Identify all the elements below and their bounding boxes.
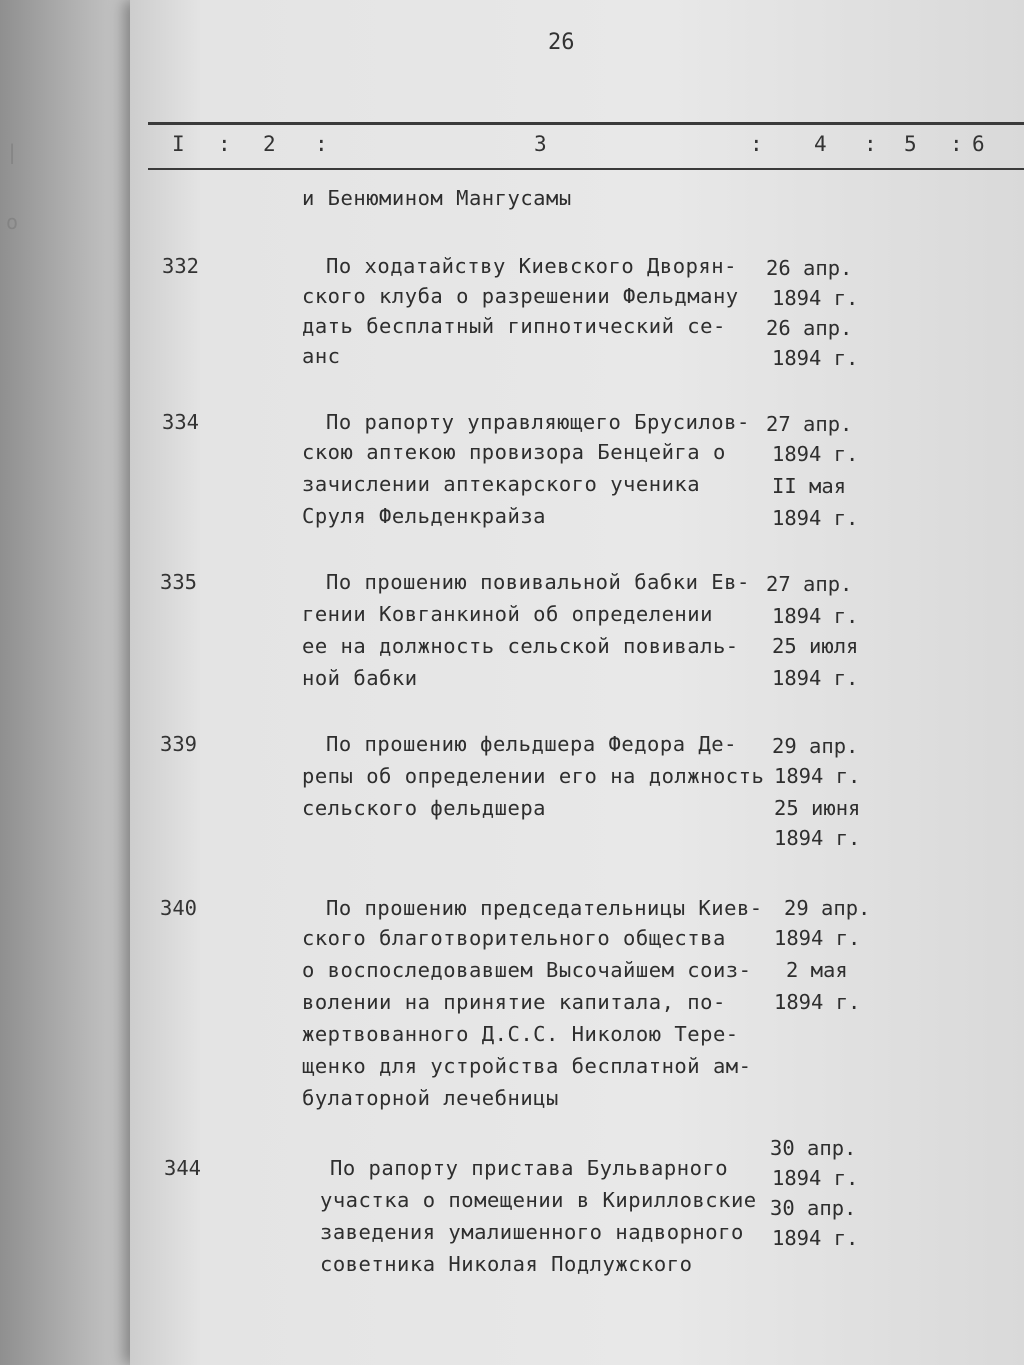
entry-text-line: ее на должность сельской повиваль- (302, 634, 739, 658)
entry-number: 334 (162, 410, 200, 434)
header-col-3: 3 (534, 132, 547, 156)
left-page-edge: | о (0, 0, 150, 1365)
entry-text-line: о воспоследовавшем Высочайшем соиз- (302, 958, 752, 982)
entry-date: 1894 г. (772, 442, 859, 466)
entry-text-line: участка о помещении в Кирилловские (320, 1188, 757, 1212)
entry-text-line: По рапорту управляющего Брусилов- (326, 410, 750, 434)
entry-date: 1894 г. (772, 286, 859, 310)
header-sep-2: : (315, 132, 328, 156)
entry-text-line: По прошению повивальной бабки Ев- (326, 570, 750, 594)
entry-date: 1894 г. (772, 666, 859, 690)
entry-number: 339 (160, 732, 198, 756)
header-col-2: 2 (263, 132, 276, 156)
header-sep-5: : (950, 132, 963, 156)
entry-date: 29 апр. (784, 896, 871, 920)
header-col-4: 4 (814, 132, 827, 156)
entry-date: II мая (772, 474, 847, 498)
header-sep-4: : (864, 132, 877, 156)
entry-text-line: По ходатайству Киевского Дворян- (326, 254, 737, 278)
header-col-6: 6 (972, 132, 985, 156)
entry-text-line: волении на принятие капитала, по- (302, 990, 726, 1014)
header-col-1: I (172, 132, 185, 156)
entry-text-line: сельского фельдшера (302, 796, 546, 820)
entry-date: 30 апр. (770, 1136, 857, 1160)
header-top-rule (148, 122, 1024, 125)
entry-text-line: Сруля Фельденкрайза (302, 504, 546, 528)
entry-text-line: жертвованного Д.С.С. Николою Тере- (302, 1022, 739, 1046)
document-page (130, 0, 1024, 1365)
entry-date: 26 апр. (766, 256, 853, 280)
entry-text-line: советника Николая Подлужского (320, 1252, 693, 1276)
entry-date: 1894 г. (772, 604, 859, 628)
entry-text-line: зачислении аптекарского ученика (302, 472, 701, 496)
entry-date: 27 апр. (766, 572, 853, 596)
entry-date: 1894 г. (772, 346, 859, 370)
entry-date: 1894 г. (774, 926, 861, 950)
entry-text-line: ной бабки (302, 666, 418, 690)
entry-date: 29 апр. (772, 734, 859, 758)
entry-date: 27 апр. (766, 412, 853, 436)
entry-number: 340 (160, 896, 198, 920)
continuation-line: и Бенюмином Мангусамы (302, 186, 572, 210)
entry-date: 30 апр. (770, 1196, 857, 1220)
entry-number: 332 (162, 254, 200, 278)
header-col-5: 5 (904, 132, 917, 156)
entry-date: 1894 г. (772, 1226, 859, 1250)
entry-number: 335 (160, 570, 198, 594)
entry-text-line: По рапорту пристава Бульварного (330, 1156, 729, 1180)
entry-date: 25 июля (772, 634, 859, 658)
entry-text-line: ского клуба о разрешении Фельдману (302, 284, 739, 308)
entry-text-line: По прошению фельдшера Федора Де- (326, 732, 737, 756)
entry-date: 1894 г. (774, 826, 861, 850)
entry-text-line: ского благотворительного общества (302, 926, 726, 950)
entry-date: 2 мая (786, 958, 848, 982)
entry-date: 26 апр. (766, 316, 853, 340)
entry-number: 344 (164, 1156, 202, 1180)
entry-text-line: скою аптекою провизора Бенцейга о (302, 440, 726, 464)
entry-text-line: щенко для устройства бесплатной ам- (302, 1054, 752, 1078)
header-sep-3: : (750, 132, 763, 156)
entry-text-line: По прошению председательницы Киев- (326, 896, 763, 920)
entry-text-line: булаторной лечебницы (302, 1086, 559, 1110)
entry-text-line: заведения умалишенного надворного (320, 1220, 744, 1244)
entry-text-line: репы об определении его на должность (302, 764, 765, 788)
header-bottom-rule (148, 168, 1024, 170)
entry-text-line: дать бесплатный гипнотический се- (302, 314, 726, 338)
entry-date: 1894 г. (774, 990, 861, 1014)
entry-date: 1894 г. (774, 764, 861, 788)
entry-text-line: анс (302, 344, 341, 368)
page-number: 26 (548, 30, 575, 55)
entry-text-line: гении Ковганкиной об определении (302, 602, 713, 626)
entry-date: 1894 г. (772, 1166, 859, 1190)
header-sep-1: : (218, 132, 231, 156)
entry-date: 25 июня (774, 796, 861, 820)
entry-date: 1894 г. (772, 506, 859, 530)
